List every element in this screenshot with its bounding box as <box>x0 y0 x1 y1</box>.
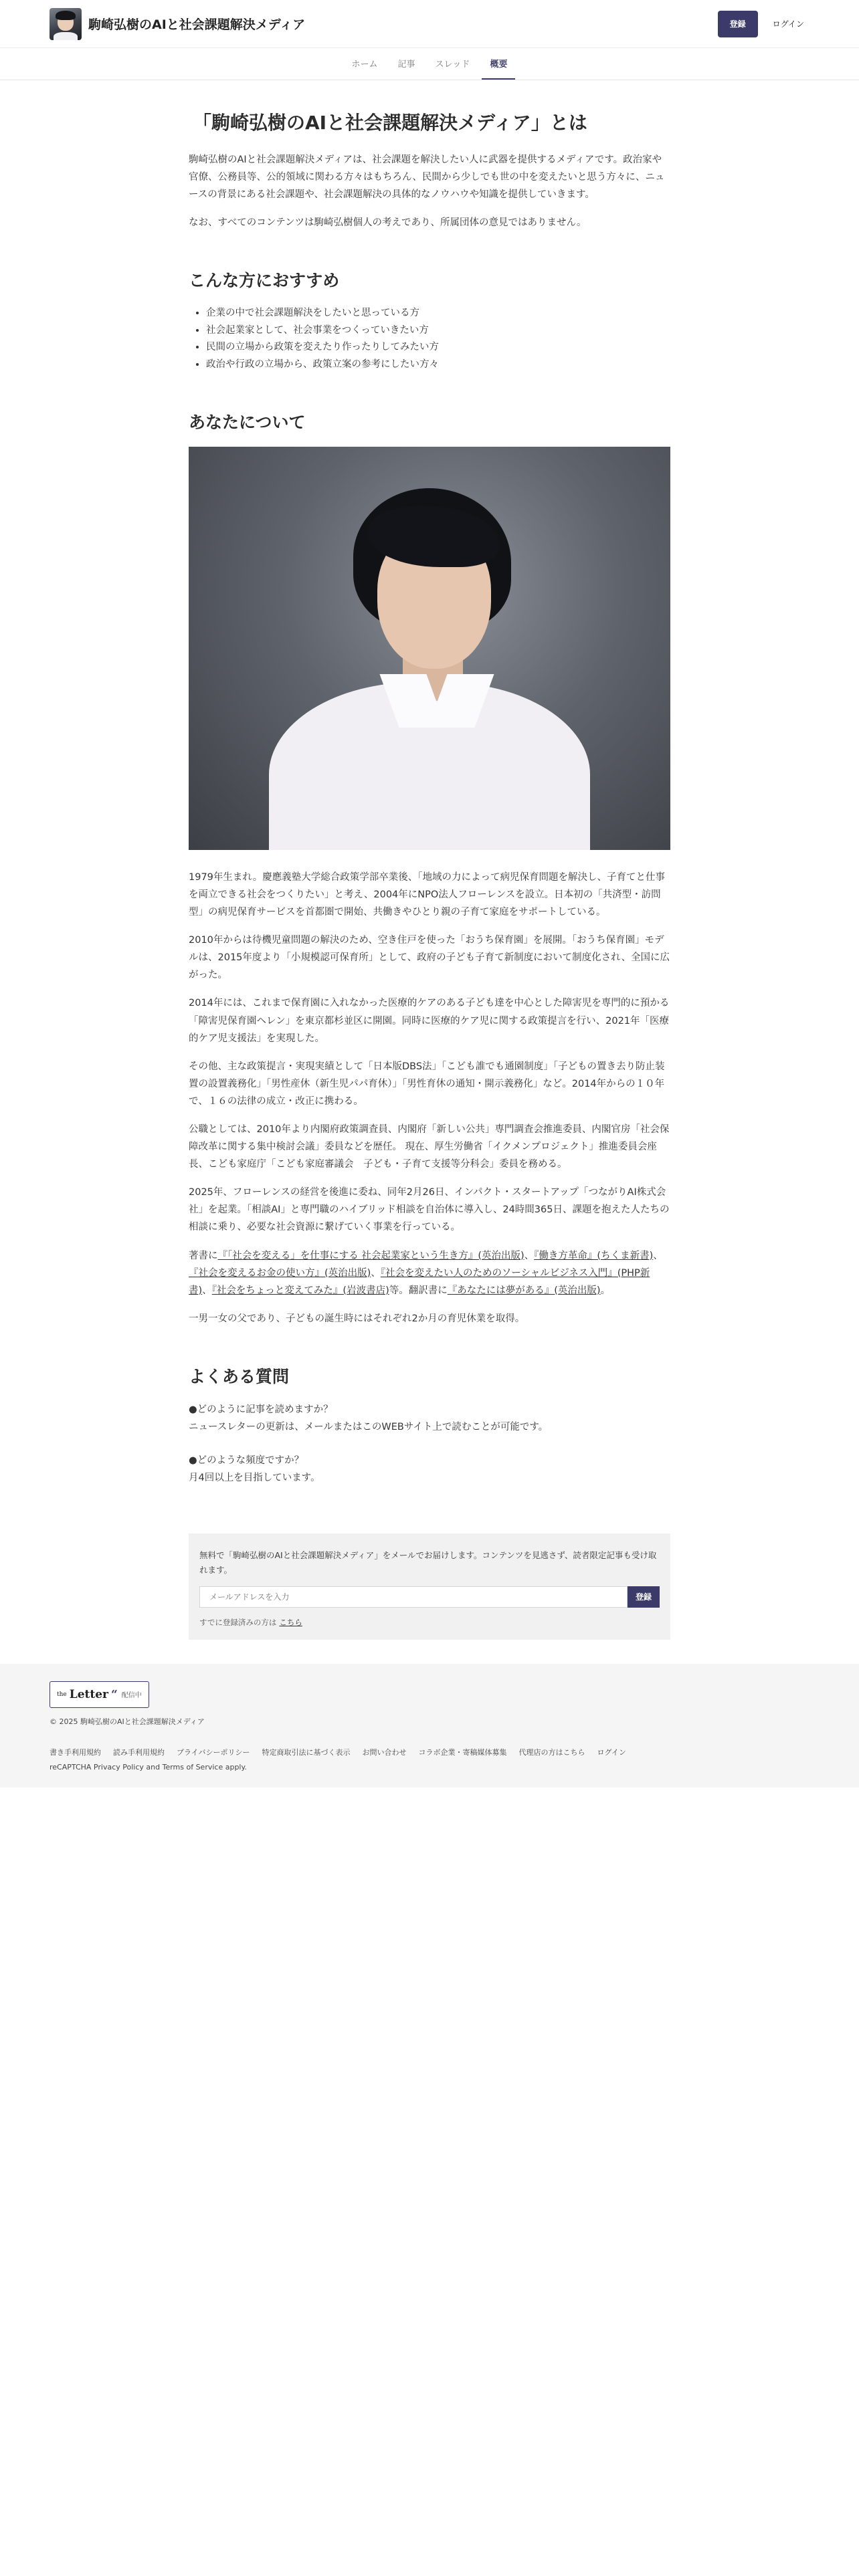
tab-bar <box>0 48 859 80</box>
subscribe-description: 無料で「駒崎弘樹のAIと社会課題解決メディア」をメールでお届けします。コンテンツを見逃さず、読者限定記事も受け取れます。 <box>199 1550 657 1575</box>
tab-threads[interactable]: スレッド <box>435 60 470 70</box>
logo-letter: Letter <box>69 1687 108 1701</box>
translated-book-link[interactable]: 『あなたには夢がある』(英治出版) <box>447 1285 601 1296</box>
author-portrait-image <box>189 447 670 850</box>
family-paragraph: 一男一女の父であり、子どもの誕生時にはそれぞれ2か月の育児休業を取得。 <box>189 1313 525 1324</box>
about-heading: あなたについて <box>189 412 306 432</box>
books-separator: 、 <box>371 1267 381 1279</box>
recommend-heading: こんな方におすすめ <box>189 271 340 291</box>
page-title: 「駒崎弘樹のAIと社会課題解決メディア」とは <box>193 112 587 134</box>
site-header <box>0 0 859 48</box>
logo-status: 配信中 <box>121 1692 142 1700</box>
list-item: • 政治や行政の立場から、政策立案の参考にしたい方々 <box>206 356 670 373</box>
books-prefix: 著書に <box>189 1250 218 1261</box>
login-button[interactable]: ログイン <box>767 11 809 37</box>
list-item: • 民間の立場から政策を変えたり作ったりしてみたい方 <box>206 339 670 356</box>
recaptcha-notice: reCAPTCHA Privacy Policy and Terms of Service apply. <box>50 1762 247 1772</box>
recommend-list <box>189 305 670 373</box>
footer-link-login[interactable]: ログイン <box>597 1747 626 1757</box>
book-link[interactable]: 『働き方革命』(ちくま新書) <box>534 1250 654 1261</box>
tab-about[interactable]: 概要 <box>482 48 515 80</box>
list-item: • 社会起業家として、社会事業をつくっていきたい方 <box>206 322 670 339</box>
email-input[interactable] <box>199 1586 628 1608</box>
book-link[interactable]: 『社会をちょっと変えてみた』(岩波書店) <box>211 1285 389 1296</box>
copyright: © 2025 駒崎弘樹のAIと社会課題解決メディア <box>50 1717 205 1726</box>
footer-link-agency[interactable]: 代理店の方はこちら <box>518 1747 585 1757</box>
books-separator: 、 <box>653 1250 663 1261</box>
about-content <box>189 80 670 1487</box>
footer-link-reader-terms[interactable]: 読み手利用規約 <box>113 1747 165 1757</box>
books-separator: 、 <box>524 1250 535 1261</box>
tab-articles[interactable]: 記事 <box>397 60 415 70</box>
book-link[interactable]: 『社会を変えたい人のためのソーシャルビジネス入門』(PHP新書) <box>189 1267 650 1296</box>
books-mid: 等。翻訳書に <box>389 1285 448 1296</box>
footer-links <box>50 1747 809 1757</box>
bio-paragraph: 1979年生まれ。慶應義塾大学総合政策学部卒業後、「地域の力によって病児保育問題を解決し、子育てと仕事を両立できる社会をつくりたい」と考え、2004年にNPO法人フローレンスを設立。日本初の「共済型・訪問型」の病児保育サービスを首都圏で開始、共働きやひとり親の子育て家庭をサポートしている。 <box>189 871 666 918</box>
subscribe-button[interactable]: 登録 <box>628 1586 660 1608</box>
bio-paragraph: その他、主な政策提言・実現実績として「日本版DBS法」「こども誰でも通園制度」「子どもの置き去り防止装置の設置義務化」「男性産休（新生児パパ育休）」「男性育休の通知・開示義務化」など。2014年からの１０年で、１６の法律の成立・改正に携わる。 <box>189 1061 665 1107</box>
footer-link-privacy[interactable]: プライバシーポリシー <box>177 1747 250 1757</box>
books-end: 。 <box>600 1285 611 1296</box>
footer-link-writer-terms[interactable]: 書き手利用規約 <box>50 1747 101 1757</box>
site-footer <box>0 1664 859 1788</box>
faq-item <box>189 1401 670 1436</box>
login-link[interactable]: こちら <box>279 1617 302 1627</box>
header-actions <box>718 11 809 37</box>
brand[interactable] <box>50 8 718 40</box>
footer-link-contact[interactable]: お問い合わせ <box>362 1747 407 1757</box>
subscribe-box <box>189 1533 670 1640</box>
books-paragraph <box>189 1247 670 1299</box>
site-title[interactable]: 駒崎弘樹のAIと社会課題解決メディア <box>88 17 306 32</box>
faq-question: ●どのように記事を読めますか？ <box>189 1404 333 1415</box>
tab-home[interactable]: ホーム <box>351 60 378 70</box>
faq-question: ●どのような頻度ですか？ <box>189 1455 304 1467</box>
avatar[interactable] <box>50 8 82 40</box>
bio-paragraph: 2010年からは待機児童問題の解決のため、空き住戸を使った「おうち保育園」を展開。「おうち保育園」モデルは、2015年度より「小規模認可保育所」として、政府の子ども子育て新制度において制度化され、全国に広がった。 <box>189 935 670 981</box>
logo-the: the <box>57 1691 67 1698</box>
faq-heading: よくある質問 <box>189 1366 290 1386</box>
subscribe-login <box>199 1617 660 1628</box>
intro-paragraph: 駒崎弘樹のAIと社会課題解決メディアは、社会課題を解決したい人に武器を提供するメディアです。政治家や官僚、公務員等、公的領域に関わる方々はもちろん、民間から少しでも世の中を変えたいと思う方々に、ニュースの背景にある社会課題や、社会課題解決の具体的なノウハウや知識を提供していきます。 <box>189 154 665 201</box>
footer-link-collab[interactable]: コラボ企業・寄稿媒体募集 <box>418 1747 507 1757</box>
books-separator: 、 <box>202 1285 212 1296</box>
bio-paragraph: 公職としては、2010年より内閣府政策調査員、内閣府「新しい公共」専門調査会推進委員、内閣官房「社会保障改革に関する集中検討会議」委員などを歴任。 現在、厚生労働省「イクメンプロジェクト」推進委員会座長、こども家庭庁「こども家庭審議会 子ども・子育て支援等分科会」委員を務める。 <box>189 1124 670 1170</box>
login-prompt: すでに登録済みの方は <box>199 1617 277 1627</box>
footer-link-commerce-law[interactable]: 特定商取引法に基づく表示 <box>262 1747 351 1757</box>
subscribe-form <box>199 1586 660 1608</box>
faq-answer: ニュースレターの更新は、メールまたはこのWEBサイト上で読むことが可能です。 <box>189 1422 549 1433</box>
bio-paragraph: 2014年には、これまで保育園に入れなかった医療的ケアのある子ども達を中心とした障害児を専門的に預かる「障害児保育園ヘレン」を東京都杉並区に開園。同時に医療的ケア児に関する政策提言を行い、2021年「医療的ケア児支援法」を実現した。 <box>189 998 670 1044</box>
book-link[interactable]: 『「社会を変える」を仕事にする 社会起業家という生き方』(英治出版) <box>217 1250 524 1261</box>
book-link[interactable]: 『社会を変えるお金の使い方』(英治出版) <box>189 1267 371 1279</box>
logo-quote-icon: “ <box>111 1687 118 1701</box>
faq-item <box>189 1452 670 1487</box>
theletter-logo[interactable] <box>50 1681 149 1708</box>
list-item: • 企業の中で社会課題解決をしたいと思っている方 <box>206 305 670 322</box>
disclaimer-paragraph: なお、すべてのコンテンツは駒崎弘樹個人の考えであり、所属団体の意見ではありません。 <box>189 217 587 229</box>
faq-answer: 月4回以上を目指しています。 <box>189 1473 320 1484</box>
bio-paragraph: 2025年、フローレンスの経営を後進に委ね、同年2月26日、インパクト・スタートアップ「つながりAI株式会社」を起業。「相談AI」と専門職のハイブリッド相談を自治体に導入し、24時間365日、課題を抱えた人たちの相談に乗り、必要な社会資源に繋げていく事業を行っている。 <box>189 1187 670 1233</box>
register-button[interactable]: 登録 <box>718 11 758 37</box>
